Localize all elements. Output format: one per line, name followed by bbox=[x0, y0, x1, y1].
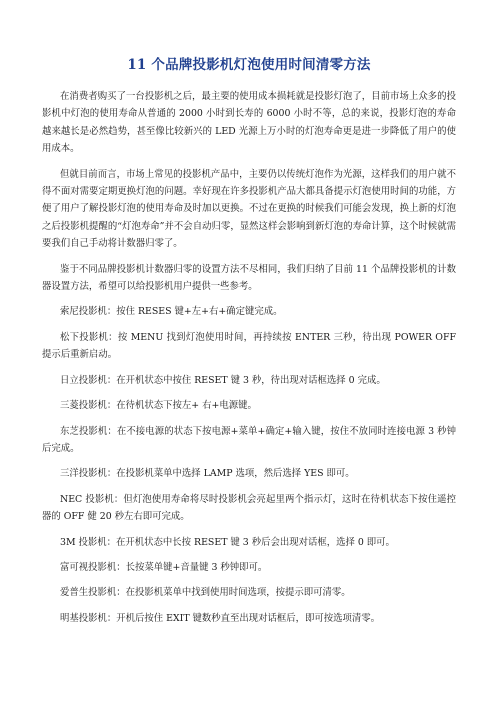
paragraph-infocus: 富可视投影机：长按菜单键+音量键 3 秒钟即可。 bbox=[60, 561, 268, 573]
paragraph-3m: 3M 投影机：在开机状态中长按 RESET 键 3 秒后会出现对话框，选择 0 即可。 bbox=[60, 536, 395, 548]
paragraph-toshiba: 东芝投影机：在不接电源的状态下按电源+菜单+确定+输入键，按住不放同时连接电源 3 秒钟后完成。 bbox=[42, 425, 456, 454]
paragraph-sony: 索尼投影机：按住 RESES 键+左+右+确定键完成。 bbox=[60, 306, 283, 318]
paragraph-summary: 鉴于不同品牌投影机计数器归零的设置方法不尽相同，我们归纳了目前 11 个品牌投影机的计数器设置方法，希望可以给投影机用户提供一些参考。 bbox=[42, 263, 456, 293]
paragraph-hitachi: 日立投影机：在开机状态中按住 RESET 键 3 秒，待出现对话框选择 0 完成。 bbox=[60, 374, 386, 386]
paragraph-epson: 爱普生投影机：在投影机菜单中找到使用时间选项，按提示即可清零。 bbox=[60, 587, 351, 599]
paragraph-background: 但就目前而言，市场上常见的投影机产品中，主要仍以传统灯泡作为光源，这样我们的用户就不得不面对需要定期更换灯泡的问题。幸好现在许多投影机产品大都具备提示灯泡使用时间的功能，方便了用户了解投影灯泡的使用寿命及时加以更换。不过在更换的时候我们可能会发现，换上新的灯泡之后投影机提醒的“灯泡寿命”并不会自动归零，显然这样会影响到新灯泡的寿命计算，这个时候就需要我们自己手动将计数器归零了。 bbox=[42, 168, 456, 250]
paragraph-benq: 明基投影机：开机后按住 EXIT 键数秒直至出现对话框后，即可按选项清零。 bbox=[60, 612, 381, 624]
document-title: 11 个品牌投影机灯泡使用时间清零方法 bbox=[127, 57, 371, 73]
document-page bbox=[42, 56, 456, 635]
paragraph-panasonic: 松下投影机：按 MENU 找到灯泡使用时间，再持续按 ENTER 三秒，待出现 POWER OFF 提示后重新启动。 bbox=[42, 331, 456, 361]
paragraph-sanyo: 三洋投影机：在投影机菜单中选择 LAMP 选项，然后选择 YES 即可。 bbox=[60, 468, 355, 480]
paragraph-mitsubishi: 三菱投影机：在待机状态下按左+ 右+电源键。 bbox=[60, 400, 257, 412]
paragraph-nec: NEC 投影机：但灯泡使用寿命将尽时投影机会亮起里两个指示灯，这时在待机状态下按住遥控器的 OFF 健 20 秒左右即可完成。 bbox=[42, 493, 456, 523]
paragraph-intro: 在消费者购买了一台投影机之后，最主要的使用成本损耗就是投影灯泡了，目前市场上众多的投影机中灯泡的使用寿命从普通的 2000 小时到长寿的 6000 小时不等，总的来说，投影灯泡的寿命越来越长是必然趋势，甚至像比较新兴的 LED 光源上万小时的灯泡寿命更是进一步降低了用户的使用成本。 bbox=[42, 91, 456, 155]
